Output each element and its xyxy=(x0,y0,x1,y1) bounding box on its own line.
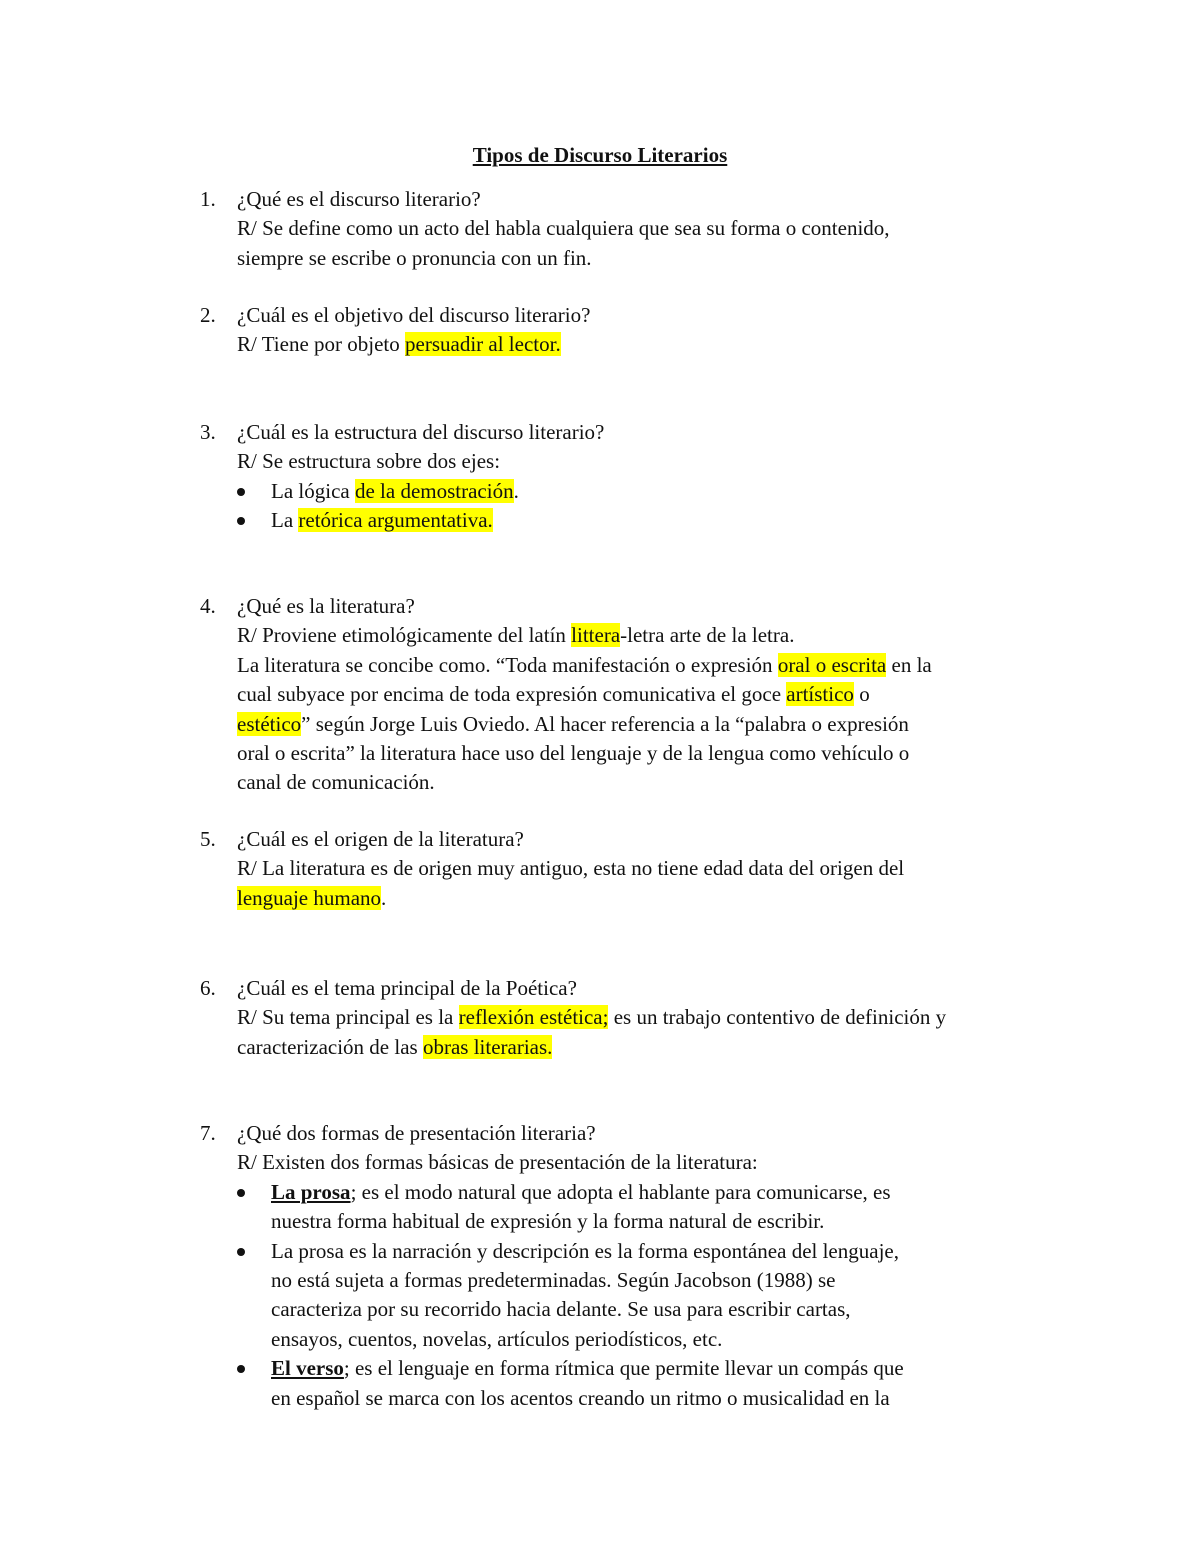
answer-line: oral o escrita” la literatura hace uso del lenguaje y de la lengua como vehículo o xyxy=(237,741,910,766)
question-text: ¿Qué dos formas de presentación literaria? xyxy=(237,1121,596,1145)
question-item-1 xyxy=(200,185,1040,273)
highlighted-text: de la demostración xyxy=(354,478,514,503)
term-verso: El verso xyxy=(271,1356,344,1381)
question-item-6 xyxy=(200,974,1040,1062)
answer-line: estético” según Jorge Luis Oviedo. Al hacer referencia a la “palabra o expresión xyxy=(237,711,909,736)
list-item: La prosa; es el modo natural que adopta el hablante para comunicarse, es nuestra forma habitual de expresión y la forma natural de escribir. xyxy=(200,1178,1040,1237)
bullet-icon xyxy=(237,1365,245,1373)
question-item-7 xyxy=(200,1119,1040,1413)
question-number: 3. xyxy=(200,420,216,444)
page-title: Tipos de Discurso Literarios xyxy=(472,143,728,167)
answer-line: siempre se escribe o pronuncia con un fin. xyxy=(237,245,592,270)
highlighted-text: littera xyxy=(571,623,621,648)
question-item-3 xyxy=(200,418,1040,536)
answer-line: lenguaje humano. xyxy=(237,885,387,910)
question-text: ¿Cuál es el tema principal de la Poética? xyxy=(237,976,577,1000)
question-text: ¿Cuál es el origen de la literatura? xyxy=(237,827,524,851)
question-number: 5. xyxy=(200,827,216,851)
highlighted-text: artístico xyxy=(786,682,854,707)
question-number: 7. xyxy=(200,1121,216,1145)
answer-line xyxy=(237,330,1040,359)
question-number: 6. xyxy=(200,976,216,1000)
highlighted-text: estético xyxy=(237,711,302,736)
question-item-2 xyxy=(200,301,1040,360)
question-number: 2. xyxy=(200,303,216,327)
highlighted-text: reflexión estética; xyxy=(458,1005,609,1030)
bullet-icon xyxy=(237,488,245,496)
question-number: 1. xyxy=(200,187,216,211)
list-item: La lógica de la demostración. xyxy=(200,477,1040,506)
answer-line: R/ Su tema principal es la reflexión estética; es un trabajo contentivo de definición y xyxy=(237,1005,947,1030)
bullet-icon xyxy=(237,1189,245,1197)
question-item-4 xyxy=(200,592,1040,798)
bullet-list xyxy=(200,477,1040,536)
term-prosa: La prosa xyxy=(271,1179,351,1204)
list-item: El verso; es el lenguaje en forma rítmica que permite llevar un compás que en español se marca con los acentos creando un ritmo o musicalidad en la xyxy=(200,1354,1040,1413)
highlighted-text: persuadir al lector. xyxy=(405,332,561,357)
question-text: ¿Qué es la literatura? xyxy=(237,594,415,618)
answer-line: R/ Se define como un acto del habla cualquiera que sea su forma o contenido, xyxy=(237,216,890,241)
list-item: La retórica argumentativa. xyxy=(200,506,1040,535)
answer-text: R/ Tiene por objeto xyxy=(237,332,406,357)
bullet-icon xyxy=(237,1248,245,1256)
question-text: ¿Qué es el discurso literario? xyxy=(237,187,481,211)
answer-line: La literatura se concibe como. “Toda manifestación o expresión oral o escrita en la xyxy=(237,652,932,677)
answer-line: canal de comunicación. xyxy=(237,770,435,795)
answer-line: cual subyace por encima de toda expresión comunicativa el goce artístico o xyxy=(237,682,870,707)
question-item-5 xyxy=(200,825,1040,913)
answer-line: R/ La literatura es de origen muy antiguo, esta no tiene edad data del origen del xyxy=(237,856,905,881)
list-item: La prosa es la narración y descripción es la forma espontánea del lenguaje, no está sujeta a formas predeterminadas. Según Jacobson (1988) se caracteriza por su recorrido hacia delante. Se usa para escribir cartas, ensayos, cuentos, novelas, artículos periodísticos, etc. xyxy=(200,1237,1040,1355)
bullet-list xyxy=(200,1178,1040,1413)
highlighted-text: obras literarias. xyxy=(422,1034,553,1059)
answer-line: caracterización de las obras literarias. xyxy=(237,1034,553,1059)
question-number: 4. xyxy=(200,594,216,618)
question-text: ¿Cuál es el objetivo del discurso literario? xyxy=(237,303,591,327)
highlighted-text: oral o escrita xyxy=(777,652,887,677)
answer-line: R/ Existen dos formas básicas de presentación de la literatura: xyxy=(237,1150,758,1175)
question-text: ¿Cuál es la estructura del discurso literario? xyxy=(237,420,605,444)
highlighted-text: lenguaje humano xyxy=(237,885,382,910)
bullet-icon xyxy=(237,517,245,525)
answer-line: R/ Se estructura sobre dos ejes: xyxy=(237,449,501,474)
highlighted-text: retórica argumentativa. xyxy=(298,508,493,533)
answer-line: R/ Proviene etimológicamente del latín littera-letra arte de la letra. xyxy=(237,623,795,648)
